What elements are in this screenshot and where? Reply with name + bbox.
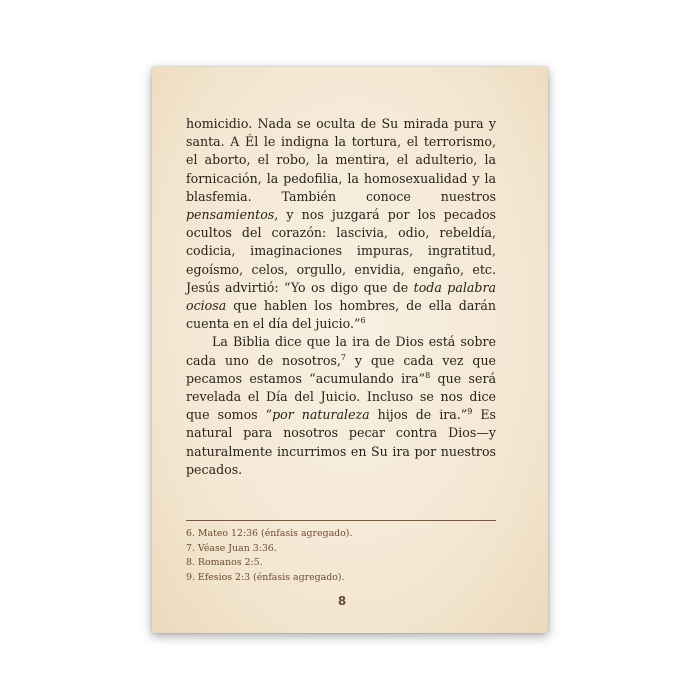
page-number: 8	[337, 594, 347, 608]
italic-por-naturaleza: por naturaleza	[272, 407, 370, 423]
paragraph-2-text-1: La Biblia dice que la ira de Dios está sobre cada uno de nosotros,	[186, 334, 496, 368]
book-page	[152, 67, 548, 633]
footnote-ref-6: 6	[360, 316, 366, 326]
paragraph-1-text-3: que hablen los hombres, de ella darán cuenta en el día del juicio.”	[186, 298, 496, 332]
paragraph-2-text-5: Es natural para nosotros pecar contra Dios—y naturalmente incurrimos en Su ira por nuestros pecados.	[186, 407, 496, 477]
paragraph-1	[186, 115, 496, 333]
paragraph-2-text-2: y que cada vez que pecamos estamos “acumulando ira”	[186, 352, 497, 386]
footnotes	[186, 527, 496, 585]
italic-toda-palabra-ociosa: toda palabra ociosa	[186, 279, 496, 314]
footnote-ref-8: 8	[425, 370, 431, 380]
footnote-7: 7. Véase Juan 3:36.	[186, 542, 277, 554]
footnote-6: 6. Mateo 12:36 (énfasis agregado).	[186, 528, 353, 539]
paragraph-1-text-1: homicidio. Nada se oculta de Su mirada pura y santa. A Él le indigna la tortura, el terrorismo, el aborto, el robo, la mentira, el adulterio, la fornicación, la pedofilia, la homosexualidad y la blasfemia. También conoce nuestros	[186, 116, 496, 204]
body-text	[186, 115, 496, 479]
footnote-9: 9. Efesios 2:3 (énfasis agregado).	[186, 571, 345, 583]
footnote-divider	[186, 520, 496, 521]
footnote-ref-9: 9	[467, 407, 473, 417]
footnote-ref-7: 7	[340, 352, 346, 362]
italic-pensamientos: pensamientos	[186, 207, 275, 223]
footnote-8: 8. Romanos 2:5.	[186, 557, 263, 568]
paragraph-2	[186, 333, 496, 479]
paragraph-2-text-3: que será revelada el Día del Juicio. Incluso se nos dice que somos “	[186, 370, 496, 423]
paragraph-2-text-4: hijos de ira.”	[369, 407, 468, 423]
paragraph-1-text-2: , y nos juzgará por los pecados ocultos del corazón: lascivia, odio, rebeldía, codicia, imaginaciones impuras, ingratitud, egoísmo, celos, orgullo, envidia, engaño, etc. Jesús advirtió: “Yo os digo que de	[186, 207, 496, 295]
